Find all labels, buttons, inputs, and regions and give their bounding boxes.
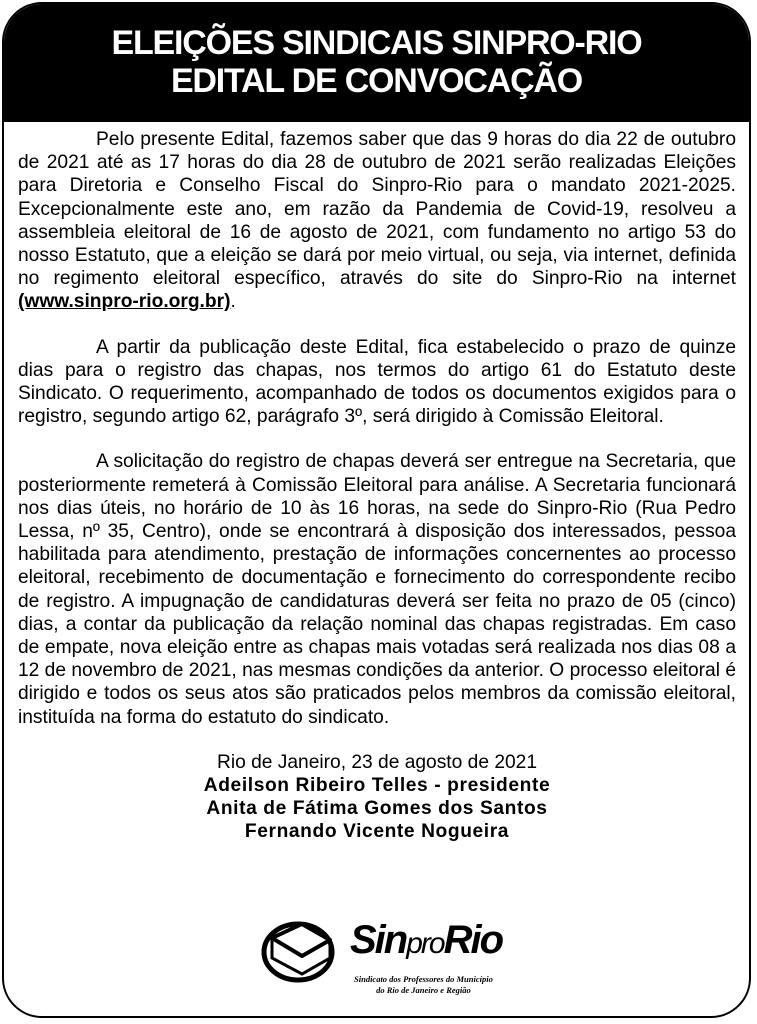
- place-date: Rio de Janeiro, 23 de agosto de 2021: [216, 751, 538, 773]
- website-link[interactable]: (www.sinpro-rio.org.br): [18, 291, 231, 313]
- edital-body: [4, 122, 749, 844]
- paragraph-1-end: .: [230, 291, 236, 313]
- header-subtitle: EDITAL DE CONVOCAÇÃO: [170, 62, 583, 100]
- header-banner: [4, 4, 749, 122]
- signatory-1: Adeilson Ribeiro Telles - presidente: [203, 775, 551, 797]
- signatory-3: Fernando Vicente Nogueira: [244, 821, 510, 843]
- logo-name-start: Sin: [350, 918, 407, 962]
- logo-name-mid: pro: [406, 927, 444, 960]
- logo-name-end: Rio: [443, 918, 503, 962]
- paragraph-3: A solicitação do registro de chapas deverá ser entregue na Secretaria, que posteriormente remeterá à Comissão Eleitoral para análise. A Secretaria funcionará nos dias úteis, no horário de 10 às 16 horas, na sede do Sinpro-Rio (Rua Pedro Lessa, nº 35, Centro), onde se encontrará à disposição dos interessados, pessoa habilitada para atendimento, prestação de informações concernentes ao processo eleitoral, recebimento de documentação e fornecimento do correspondente recibo de registro. A impugnação de candidaturas deverá ser feita no prazo de 05 (cinco) dias, a contar da publicação da relação nominal das chapas registradas. Em caso de empate, nova eleição entre as chapas mais votadas será realizada nos dias 08 a 12 de novembro de 2021, nas mesmas condições da anterior. O processo eleitoral é dirigido e todos os seus atos são praticados pelos membros da comissão eleitoral, instituída na forma do estatuto do sindicato.: [18, 451, 736, 728]
- logo-subtitle-line-2: do Rio de Janeiro e Região: [376, 985, 471, 995]
- logo-subtitle-line-1: Sindicato dos Professores do Município: [354, 974, 493, 984]
- paragraph-1-text: Pelo presente Edital, fazemos saber que das 9 horas do dia 22 de outubro de 2021 até as 17 horas do dia 28 de outubro de 2021 serão realizadas Eleições para Diretoria e Conselho Fiscal do Sinpro-Rio para o mandato 2021-2025. Excepcionalmente este ano, em razão da Pandemia de Covid-19, resolveu a assembleia eleitoral de 16 de agosto de 2021, com fundamento no artigo 53 do nosso Estatuto, que a eleição se dará por meio virtual, ou seja, via internet, definida no regimento eleitoral específico, através do site do Sinpro-Rio na internet: [18, 129, 736, 290]
- logo-wordmark: [350, 918, 502, 963]
- signature-block: [18, 751, 736, 844]
- logo-subtitle: [354, 974, 493, 996]
- envelope-globe-logo-icon: [258, 916, 342, 984]
- edital-frame: [2, 2, 751, 1018]
- signatory-2: Anita de Fátima Gomes dos Santos: [206, 798, 548, 820]
- header-title: ELEIÇÕES SINDICAIS SINPRO-RIO: [111, 24, 642, 62]
- paragraph-1: [18, 128, 736, 314]
- sinpro-rio-logo: [258, 908, 503, 1008]
- paragraph-2: A partir da publicação deste Edital, fica estabelecido o prazo de quinze dias para o registro das chapas, nos termos do artigo 61 do Estatuto deste Sindicato. O requerimento, acompanhado de todos os documentos exigidos para o registro, segundo artigo 62, parágrafo 3º, será dirigido à Comissão Eleitoral.: [18, 336, 736, 428]
